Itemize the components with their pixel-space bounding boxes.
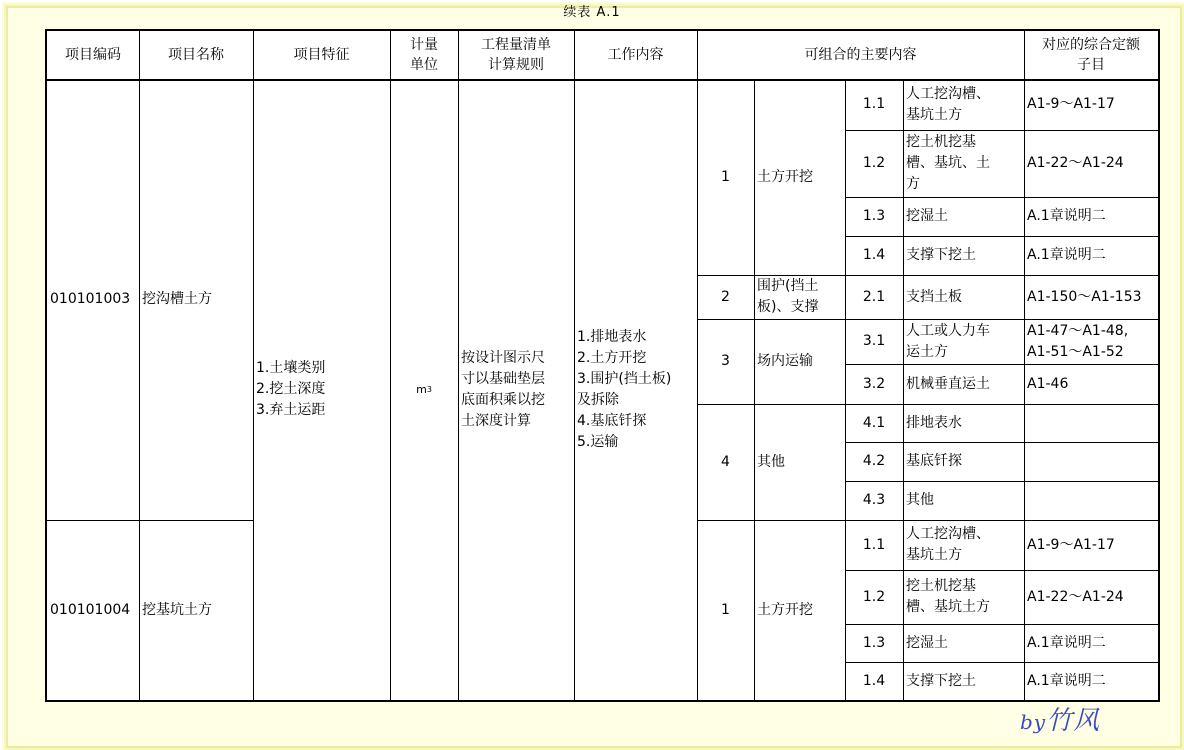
sub-number: 3.1 xyxy=(862,333,886,349)
sub-number: 1.1 xyxy=(862,96,886,112)
sub-content xyxy=(903,481,1024,520)
quota-ref-line: A1-150～A1-153 xyxy=(1027,288,1142,305)
sub-content-line: 排地表水 xyxy=(906,414,962,431)
table-rule xyxy=(754,319,755,404)
features-text xyxy=(253,79,390,700)
header-name: 项目名称 xyxy=(168,46,224,63)
sub-number: 4.1 xyxy=(862,414,886,431)
table-rule xyxy=(754,79,755,275)
quota-ref xyxy=(1024,319,1158,364)
header-work: 工作内容 xyxy=(607,46,664,63)
quota-ref-line: A.1章说明二 xyxy=(1027,672,1106,689)
quota-ref xyxy=(1024,662,1158,700)
work-text-line: 2.土方开挖 xyxy=(577,349,647,366)
sub-number: 2.1 xyxy=(862,288,886,305)
quota-ref-line: A.1章说明二 xyxy=(1027,208,1106,224)
rule-text-line: 按设计图示尺 xyxy=(461,349,545,366)
sub-number: 4.3 xyxy=(862,492,886,508)
sub-content xyxy=(903,197,1024,236)
sub-content xyxy=(903,570,1024,624)
sub-number: 1.3 xyxy=(862,208,886,224)
sub-number: 1.4 xyxy=(862,247,886,263)
header-unit-label-line: 单位 xyxy=(410,57,438,73)
group-label xyxy=(754,275,845,319)
quota-ref-line: A1-46 xyxy=(1027,375,1069,392)
header-quota-line: 对应的综合定额 xyxy=(1042,37,1140,53)
sub-number: 1.3 xyxy=(862,634,886,651)
quota-ref-line: A1-22～A1-24 xyxy=(1027,155,1124,171)
unit-cubic-meter: m 3 xyxy=(416,383,432,396)
group-number: 4 xyxy=(721,453,730,470)
sub-content-line: 基坑土方 xyxy=(906,106,962,123)
features-text-line: 2.挖土深度 xyxy=(256,381,326,397)
work-text-line: 及拆除 xyxy=(577,391,619,408)
sub-content-line: 运土方 xyxy=(906,343,948,360)
sub-content-line: 支撑下挖土 xyxy=(906,247,976,263)
group-number: 1 xyxy=(721,168,730,185)
item-code: 010101004 xyxy=(50,601,131,618)
quota-ref xyxy=(1024,570,1158,624)
group-label-line: 土方开挖 xyxy=(757,601,813,618)
header-quota-line: 子目 xyxy=(1077,57,1105,73)
signature-watermark: by竹风 xyxy=(1020,706,1101,736)
sub-content-line: 基底钎探 xyxy=(906,453,962,469)
group-number: 2 xyxy=(721,288,730,305)
quota-ref xyxy=(1024,364,1158,404)
header-quota xyxy=(1024,31,1158,79)
quota-ref xyxy=(1024,130,1158,197)
sub-content-line: 方 xyxy=(906,176,920,192)
sub-number: 1.2 xyxy=(862,588,886,605)
sub-content xyxy=(903,130,1024,197)
quota-ref xyxy=(1024,197,1158,236)
header-rule-line: 计算规则 xyxy=(488,57,544,73)
sub-content-line: 机械垂直运土 xyxy=(906,375,990,392)
table-rule xyxy=(754,520,755,700)
sub-number: 1.1 xyxy=(862,536,886,553)
sub-content xyxy=(903,79,1024,130)
sub-content-line: 挖土机挖基 xyxy=(906,578,976,594)
rule-text xyxy=(458,79,574,700)
group-number: 3 xyxy=(721,353,730,369)
table-rule xyxy=(754,275,755,319)
quota-ref-line: A1-51～A1-52 xyxy=(1027,343,1124,360)
item-code: 010101003 xyxy=(50,291,131,307)
group-label xyxy=(754,319,845,404)
rule-text-line: 底面积乘以挖 xyxy=(461,391,545,408)
group-label-line: 围护(挡土 xyxy=(757,278,819,294)
quota-ref xyxy=(1024,520,1158,570)
sub-content xyxy=(903,624,1024,662)
header-unit-label-line: 计量 xyxy=(410,37,438,53)
work-text xyxy=(574,79,697,700)
quota-ref xyxy=(1024,236,1158,275)
quota-table xyxy=(45,29,1160,702)
work-text-line: 4.基底钎探 xyxy=(577,412,647,429)
sub-content-line: 其他 xyxy=(906,492,934,508)
item-name: 挖沟槽土方 xyxy=(142,291,212,307)
group-label-line: 其他 xyxy=(757,453,785,470)
group-label-line: 场内运输 xyxy=(757,353,813,369)
quota-ref-line: A.1章说明二 xyxy=(1027,247,1106,263)
sub-number: 1.2 xyxy=(862,155,886,171)
work-text-line: 1.排地表水 xyxy=(577,328,647,345)
sub-content xyxy=(903,404,1024,442)
header-features: 项目特征 xyxy=(293,46,350,63)
quota-ref xyxy=(1024,275,1158,319)
quota-ref xyxy=(1024,79,1158,130)
header-unit-label xyxy=(390,31,458,79)
sub-content-line: 挖湿土 xyxy=(906,634,948,651)
table-rule xyxy=(754,404,755,520)
group-label-line: 板)、支撑 xyxy=(757,299,819,315)
sub-content-line: 支撑下挖土 xyxy=(906,672,976,689)
sub-content xyxy=(903,275,1024,319)
header-rule-line: 工程量清单 xyxy=(481,37,551,53)
item-name: 挖基坑土方 xyxy=(142,601,212,618)
quota-ref-line: A1-47～A1-48, xyxy=(1027,322,1129,339)
sub-content-line: 人工挖沟槽、 xyxy=(906,85,990,102)
sub-number: 1.4 xyxy=(862,672,886,689)
features-text-line: 1.土壤类别 xyxy=(256,360,326,376)
header-code: 项目编码 xyxy=(65,46,121,63)
table-caption: 续表 A.1 xyxy=(563,5,621,20)
sub-content-line: 人工或人力车 xyxy=(906,322,990,339)
sub-content-line: 人工挖沟槽、 xyxy=(906,526,990,542)
features-text-line: 3.弃土运距 xyxy=(256,402,326,418)
quota-ref xyxy=(1024,624,1158,662)
group-label-line: 土方开挖 xyxy=(757,168,813,185)
header-combo: 可组合的主要内容 xyxy=(804,46,917,63)
sub-number: 4.2 xyxy=(862,453,886,469)
header-rule xyxy=(458,31,574,79)
sub-content xyxy=(903,364,1024,404)
sub-content xyxy=(903,662,1024,700)
sub-content xyxy=(903,236,1024,275)
sub-content xyxy=(903,319,1024,364)
group-number: 1 xyxy=(721,601,730,618)
sub-content xyxy=(903,442,1024,481)
quota-ref-line: A1-9～A1-17 xyxy=(1027,96,1115,112)
work-text-line: 3.围护(挡土板) xyxy=(577,370,672,387)
rule-text-line: 土深度计算 xyxy=(461,412,531,429)
sub-content-line: 槽、基坑土方 xyxy=(906,599,990,615)
rule-text-line: 寸以基础垫层 xyxy=(461,370,545,387)
sub-content-line: 支挡土板 xyxy=(906,288,962,305)
group-label xyxy=(754,520,845,700)
quota-ref-line: A1-9～A1-17 xyxy=(1027,536,1115,553)
work-text-line: 5.运输 xyxy=(577,433,619,450)
sub-content-line: 槽、基坑、土 xyxy=(906,155,990,171)
group-label xyxy=(754,79,845,275)
sub-content-line: 基坑土方 xyxy=(906,547,962,563)
sub-content-line: 挖土机挖基 xyxy=(906,134,976,150)
group-label xyxy=(754,404,845,520)
quota-ref-line: A.1章说明二 xyxy=(1027,634,1106,651)
quota-ref-line: A1-22～A1-24 xyxy=(1027,588,1124,605)
sub-number: 3.2 xyxy=(862,375,886,392)
sub-content xyxy=(903,520,1024,570)
sub-content-line: 挖湿土 xyxy=(906,208,948,224)
